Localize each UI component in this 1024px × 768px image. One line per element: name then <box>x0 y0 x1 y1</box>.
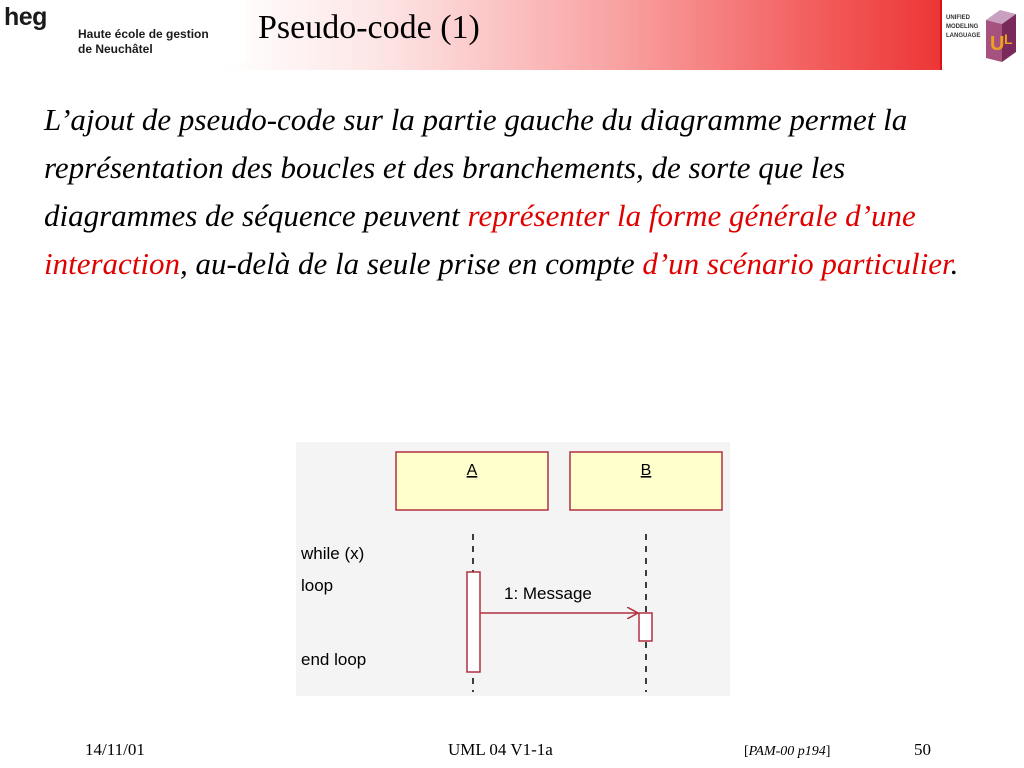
body-text-part2: , au-delà de la seule prise en compte <box>180 246 643 281</box>
pseudo-code-loop: loop <box>301 576 334 595</box>
uml-logo-line: LANGUAGE <box>946 33 981 39</box>
activation-b <box>639 613 652 641</box>
reference-bracket-close: ] <box>825 744 831 759</box>
sequence-diagram <box>296 442 730 696</box>
page-number: 50 <box>914 740 931 759</box>
uml-logo <box>940 0 1024 70</box>
school-logo <box>0 0 245 62</box>
heg-logo-text: heg <box>4 3 47 31</box>
pseudo-code-end-loop: end loop <box>301 650 367 669</box>
object-b-label: B <box>640 462 652 479</box>
body-highlight-1: représenter la forme générale d’une interaction <box>44 198 916 281</box>
footer-date: 14/11/01 <box>85 740 145 759</box>
body-highlight-2: d’un scénario particulier <box>642 246 951 281</box>
svg-text:L: L <box>1004 31 1013 47</box>
message-label: 1: Message <box>504 584 592 603</box>
school-name-line2: de Neuchâtel <box>78 42 153 56</box>
uml-cube-icon <box>942 0 1024 70</box>
school-name-line1: Haute école de gestion <box>78 27 209 41</box>
uml-logo-line: UNIFIED <box>946 15 970 21</box>
footer-center-text: UML 04 V1-1a <box>448 740 553 759</box>
body-text-part3: . <box>950 246 959 281</box>
slide-header <box>0 0 1024 70</box>
school-name <box>78 27 209 57</box>
reference-bracket-open: [ <box>744 744 749 759</box>
object-b-box <box>570 452 722 510</box>
activation-a <box>467 572 480 672</box>
svg-text:U: U <box>990 33 1005 55</box>
object-a-label: A <box>466 462 478 479</box>
uml-logo-line: MODELING <box>946 24 979 30</box>
slide-body-text <box>44 96 984 288</box>
reference-text: PAM-00 p194 <box>748 744 826 759</box>
sequence-diagram-canvas <box>296 442 730 696</box>
footer-reference <box>744 744 830 760</box>
pseudo-code-while: while (x) <box>301 544 365 563</box>
slide-title: Pseudo-code (1) <box>258 9 480 46</box>
body-text-part1: L’ajout de pseudo-code sur la partie gauche du diagramme permet la représentation des boucles et des branchements, de sorte que les diagrammes de séquence peuvent <box>44 102 908 233</box>
object-a-box <box>396 452 548 510</box>
